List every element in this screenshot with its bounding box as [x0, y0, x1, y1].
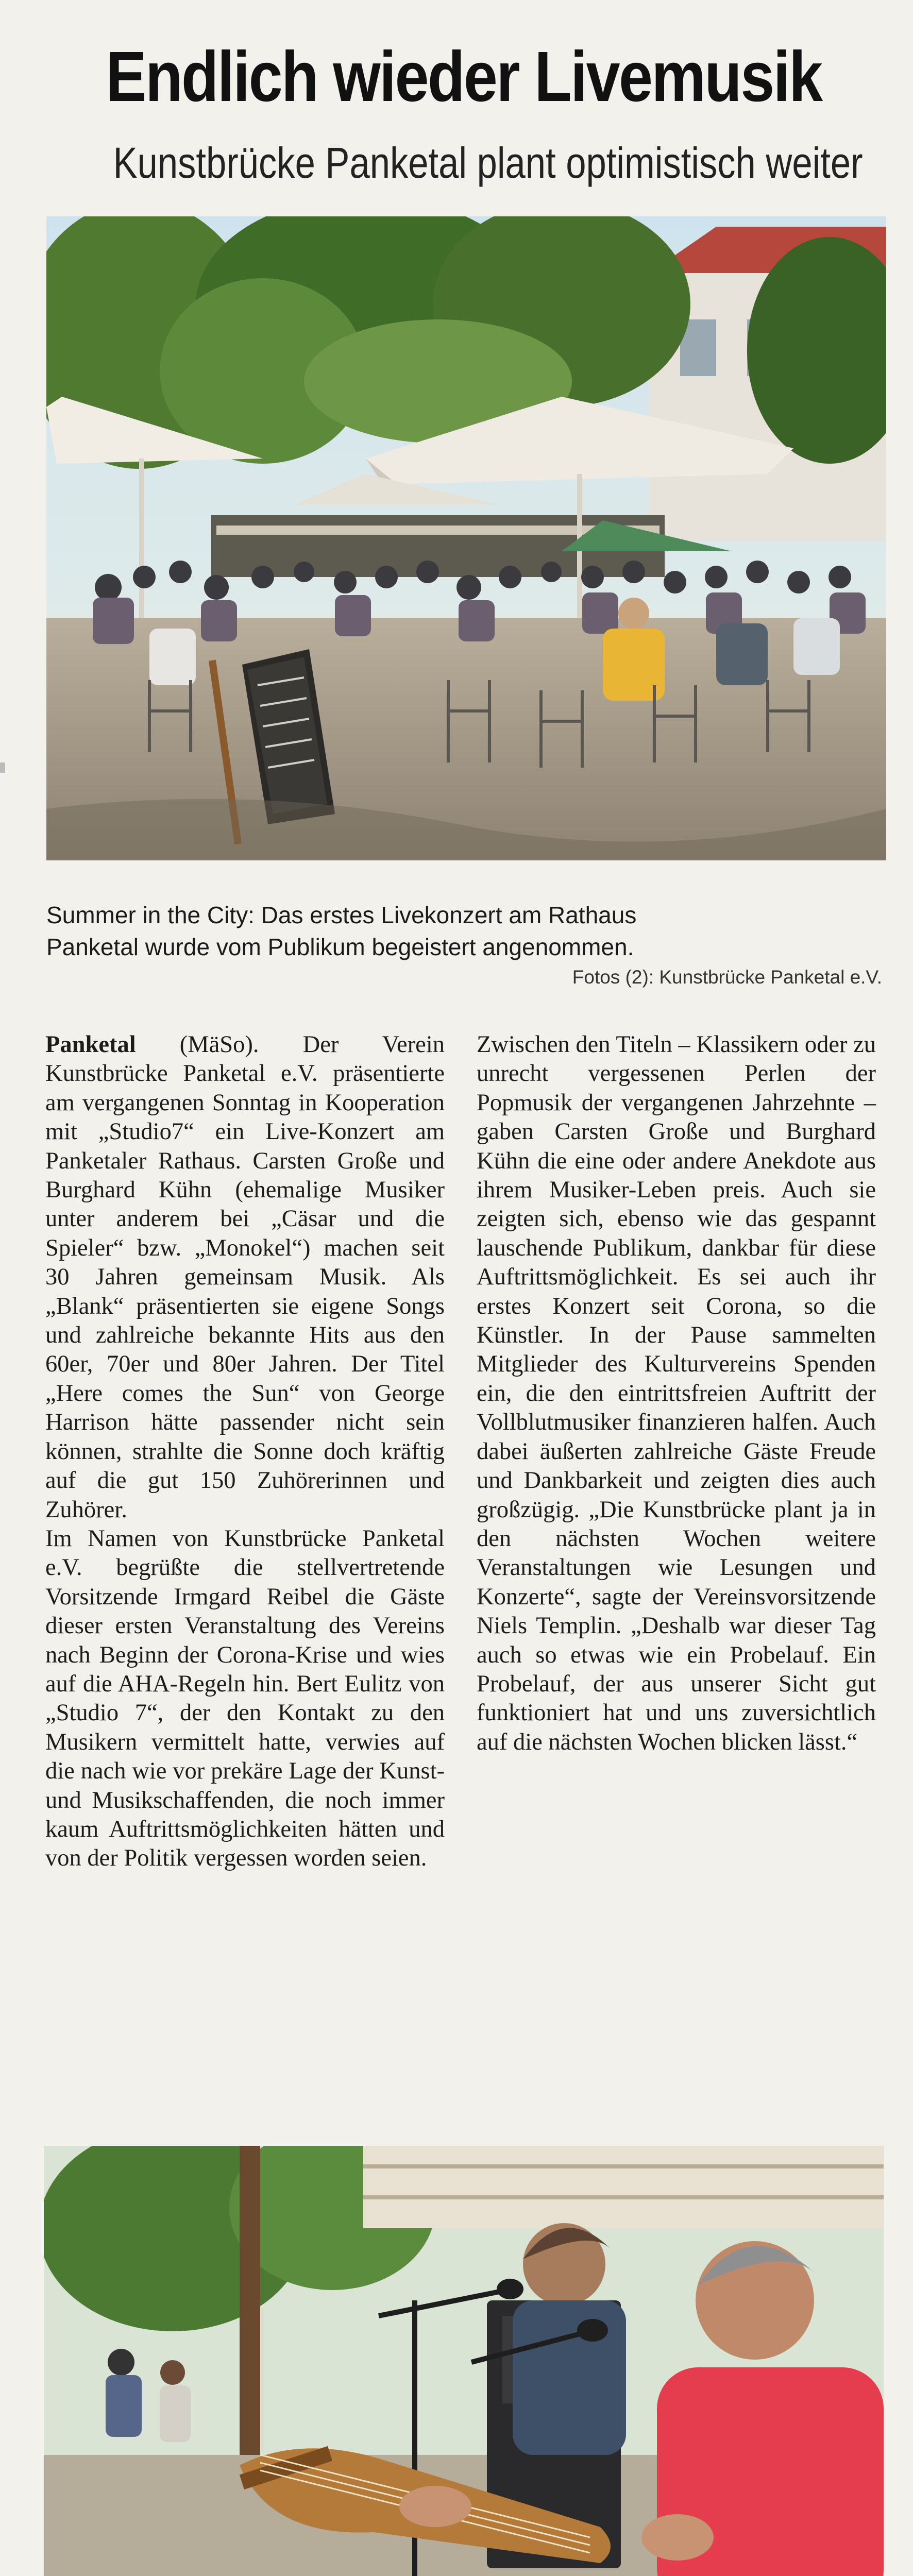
concert-audience-photo: [46, 216, 886, 860]
scan-edge-mark: [0, 762, 5, 773]
subheadline: Kunstbrücke Panketal plant optimistisch weiter: [113, 139, 863, 187]
lead-text: (MäSo). Der Verein Kunstbrücke Panketal e.V. präsentierte am vergangenen Sonntag in Kooperation mit „Studio7“ ein Live-Konzert am Panketaler Rathaus. Carsten Große und Burghard Kühn (ehemalige Musiker unter anderem bei „Cäsar und die Spieler“ bzw. „Monokel“) machen seit 30 Jahren gemeinsam Musik. Als „Blank“ präsentierten sie eigene Songs und zahlreiche bekannte Hits aus den 60er, 70er und 80er Jahren. Der Titel „Here comes the Sun“ von George Harrison hätte passender nicht sein können, strahlte die Sonne doch kräftig auf die gut 150 Zuhörerinnen und Zuhörer.: [45, 1031, 445, 1523]
headline: Endlich wieder Livemusik: [106, 37, 822, 116]
photo-credit: Fotos (2): Kunstbrücke Panketal e.V.: [572, 967, 882, 988]
photo-caption-top: [46, 899, 891, 963]
caption-line: Summer in the City: Das erstes Livekonzert am Rathaus: [46, 902, 637, 928]
article-column-left: [45, 1030, 445, 1873]
article-paragraph-lead: [45, 1030, 445, 1524]
article-paragraph: Im Namen von Kunstbrücke Panketal e.V. begrüßte die stellvertretende Vorsitzende Irmgard Reibel die Gäste dieser ersten Veranstaltung des Vereins nach Beginn der Corona-Krise und wies auf die AHA-Regeln hin. Bert Eulitz von „Studio 7“, der den Kontakt zu den Musikern vermittelt hatte, verwies auf die nach wie vor prekäre Lage der Kunst- und Musikschaffenden, die noch immer kaum Auftrittsmöglichkeiten hätten und von der Politik vergessen worden seien.: [45, 1525, 445, 1872]
dateline-place: Panketal: [45, 1031, 136, 1058]
article-paragraph: Zwischen den Titeln – Klassikern oder zu unrecht vergessenen Perlen der Popmusik der vergangenen Jahrzehnte – gaben Carsten Große und Burghard Kühn die eine oder andere Anekdote aus ihrem Musiker-Leben preis. Auch sie zeigten sich, ebenso wie das gespannt lauschende Publikum, dankbar für diese Auftrittsmöglichkeit. Es sei auch ihr erstes Konzert seit Corona, so die Künstler. In der Pause sammelten Mitglieder des Kulturvereins Spenden ein, die den eintrittsfreien Auftritt der Vollblutmusiker finanzieren halfen. Auch dabei äußerten zahlreiche Gäste Freude und Dankbarkeit und zeigten dies auch großzügig. „Die Kunstbrücke plant ja in den nächsten Wochen weitere Veranstaltungen wie Lesungen und Konzerte“, sagte der Vereinsvorsitzende Niels Templin. „Deshalb war dieser Tag auch so etwas wie ein Probelauf. Ein Probelauf, der aus unserer Sicht gut funktioniert hat und uns zuversichtlich auf die nächsten Wochen blicken lässt.“: [477, 1031, 876, 1755]
caption-line: Panketal wurde vom Publikum begeistert angenommen.: [46, 934, 634, 960]
article-column-right: [477, 1030, 876, 1757]
musicians-photo: [44, 2146, 884, 2576]
